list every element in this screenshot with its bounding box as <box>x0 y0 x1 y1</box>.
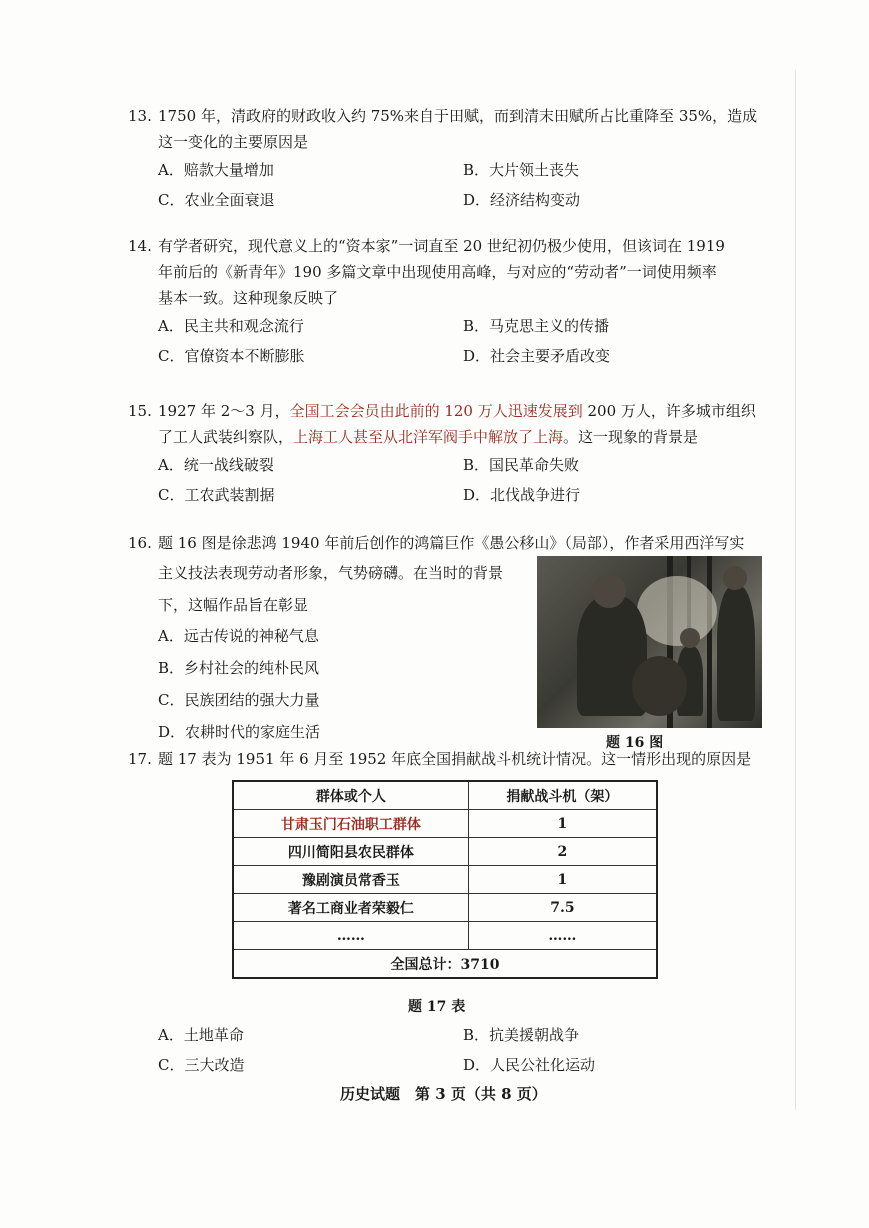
table-total: 全国总计：3710 <box>233 950 657 979</box>
question-text: 1927 年 2～3 月， <box>158 402 290 420</box>
table-cell: 著名工商业者荣毅仁 <box>233 894 468 922</box>
question-14 <box>128 233 778 371</box>
option-d[interactable]: D．经济结构变动 <box>463 191 581 209</box>
question-number: 13. <box>128 107 152 125</box>
option-d[interactable]: D．农耕时代的家庭生活 <box>158 723 321 741</box>
question-number: 14. <box>128 237 152 255</box>
option-d[interactable]: D．社会主要矛盾改变 <box>463 347 611 365</box>
option-c[interactable]: C．工农武装割据 <box>158 486 275 504</box>
table-cell: 2 <box>468 838 657 866</box>
option-row <box>128 311 778 341</box>
option-a[interactable]: A．赔款大量增加 <box>158 161 274 179</box>
page-edge-line <box>795 70 796 1110</box>
table-cell: 四川简阳县农民群体 <box>233 838 468 866</box>
table-cell: 甘肃玉门石油职工群体 <box>233 810 468 838</box>
question-text: 了工人武装纠察队， <box>158 428 294 446</box>
option-c[interactable]: C．农业全面衰退 <box>158 191 275 209</box>
donation-table <box>232 780 658 979</box>
table-row <box>233 810 657 838</box>
question-text: 题 16 图是徐悲鸿 1940 年前后创作的鸿篇巨作《愚公移山》（局部），作者采用西洋写实 <box>158 534 745 552</box>
question-text: 基本一致。这种现象反映了 <box>158 289 339 307</box>
option-b[interactable]: B．乡村社会的纯朴民风 <box>158 659 320 677</box>
table-row <box>233 894 657 922</box>
option-a[interactable]: A．土地革命 <box>158 1026 244 1044</box>
question-text: 1750 年，清政府的财政收入约 75%来自于田赋，而到清末田赋所占比重降至 35%，造成 <box>158 107 758 125</box>
table-header-row <box>233 781 657 810</box>
question-17-options <box>128 1020 778 1080</box>
question-number: 16. <box>128 534 152 552</box>
question-text: 下，这幅作品旨在彰显 <box>158 596 309 614</box>
question-15 <box>128 398 778 510</box>
table-row <box>233 866 657 894</box>
option-d[interactable]: D．北伐战争进行 <box>463 486 581 504</box>
option-c[interactable]: C．官僚资本不断膨胀 <box>158 347 305 365</box>
table-cell: …… <box>468 922 657 950</box>
question-text: 年前后的《新青年》190 多篇文章中出现使用高峰，与对应的“劳动者”一词使用频率 <box>158 263 717 281</box>
table-cell: 7.5 <box>468 894 657 922</box>
table-cell: 1 <box>468 810 657 838</box>
option-c[interactable]: C．三大改造 <box>158 1056 245 1074</box>
question-text: 。这一现象的背景是 <box>563 428 699 446</box>
table-header: 群体或个人 <box>233 781 468 810</box>
table-cell: …… <box>233 922 468 950</box>
table-cell: 豫剧演员常香玉 <box>233 866 468 894</box>
table-total-row <box>233 950 657 979</box>
option-c[interactable]: C．民族团结的强大力量 <box>158 691 320 709</box>
option-row <box>128 185 778 215</box>
painting-yugong-figure <box>537 556 762 728</box>
question-text: 题 17 表为 1951 年 6 月至 1952 年底全国捐献战斗机统计情况。这一情形出现的原因是 <box>158 750 752 768</box>
option-b[interactable]: B．大片领土丧失 <box>463 161 580 179</box>
table-header: 捐献战斗机（架） <box>468 781 657 810</box>
figure-caption: 题 16 图 <box>606 735 664 751</box>
option-a[interactable]: A．远古传说的神秘气息 <box>158 627 319 645</box>
question-17 <box>128 746 778 772</box>
option-row <box>128 1020 778 1050</box>
option-a[interactable]: A．民主共和观念流行 <box>158 317 304 335</box>
question-text: 有学者研究，现代意义上的“资本家”一词直至 20 世纪初仍极少使用，但该词在 1919 <box>158 237 725 255</box>
option-row <box>128 480 778 510</box>
question-text: 主义技法表现劳动者形象，气势磅礴。在当时的背景 <box>158 564 504 582</box>
option-row <box>128 1050 778 1080</box>
question-13 <box>128 103 778 215</box>
highlighted-text: 上海工人甚至从北洋军阀手中解放了上海 <box>293 428 564 446</box>
option-row <box>128 155 778 185</box>
option-row <box>128 341 778 371</box>
option-row <box>128 450 778 480</box>
option-b[interactable]: B．马克思主义的传播 <box>463 317 610 335</box>
option-d[interactable]: D．人民公社化运动 <box>463 1056 596 1074</box>
table-row <box>233 838 657 866</box>
question-number: 17. <box>128 750 152 768</box>
question-text: 200 万人，许多城市组织 <box>582 402 756 420</box>
highlighted-text: 全国工会会员由此前的 120 万人迅速发展到 <box>289 402 583 420</box>
option-a[interactable]: A．统一战线破裂 <box>158 456 274 474</box>
page-footer: 历史试题 第 3 页（共 8 页） <box>340 1085 547 1103</box>
table-caption: 题 17 表 <box>408 999 466 1015</box>
table-row <box>233 922 657 950</box>
option-b[interactable]: B．抗美援朝战争 <box>463 1026 580 1044</box>
question-number: 15. <box>128 402 152 420</box>
question-text: 这一变化的主要原因是 <box>158 133 309 151</box>
table-cell: 1 <box>468 866 657 894</box>
option-b[interactable]: B．国民革命失败 <box>463 456 580 474</box>
